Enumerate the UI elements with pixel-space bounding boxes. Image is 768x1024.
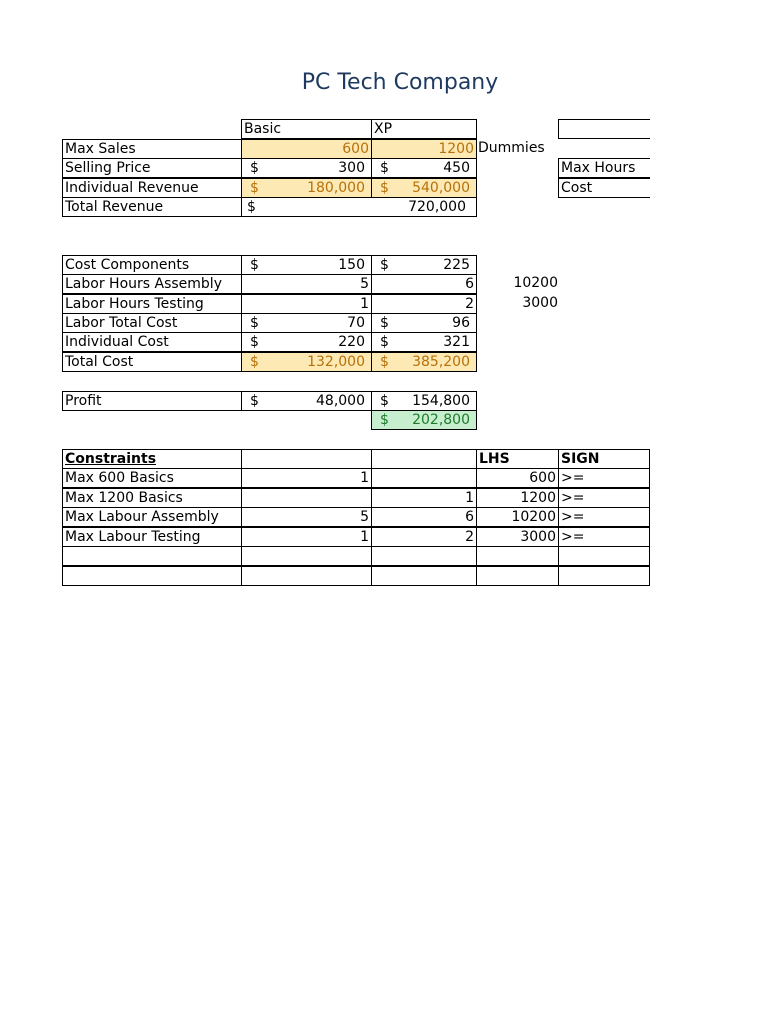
total-cost-xp-value: 385,200 xyxy=(412,354,470,370)
currency-symbol: $ xyxy=(380,257,389,273)
individual-cost-xp-value: 321 xyxy=(443,334,470,350)
constraints-lhs-header[interactable]: LHS xyxy=(476,449,559,469)
profit-basic[interactable] xyxy=(241,391,372,411)
currency-symbol: $ xyxy=(380,334,389,350)
label-labor-total-cost[interactable]: Labor Total Cost xyxy=(62,313,242,333)
individual-cost-basic[interactable] xyxy=(241,332,372,352)
constraint-xp[interactable] xyxy=(371,468,477,488)
currency-symbol: $ xyxy=(250,354,259,370)
constraint-empty-cell[interactable] xyxy=(371,566,477,586)
total-cost-basic-value: 132,000 xyxy=(307,354,365,370)
individual-revenue-basic[interactable] xyxy=(241,178,372,198)
label-total-revenue[interactable]: Total Revenue xyxy=(62,197,242,217)
constraint-xp[interactable]: 1 xyxy=(371,488,477,508)
total-cost-xp[interactable] xyxy=(371,352,477,372)
labor-hours-assembly-xp[interactable]: 6 xyxy=(371,274,477,294)
currency-symbol: $ xyxy=(250,180,259,196)
side-cost[interactable]: Cost xyxy=(558,178,650,198)
label-cost-components[interactable]: Cost Components xyxy=(62,255,242,275)
labor-total-cost-basic-value: 70 xyxy=(347,315,365,331)
labor-total-cost-basic[interactable] xyxy=(241,313,372,333)
labor-hours-testing-xp[interactable]: 2 xyxy=(371,294,477,314)
constraints-header-basic[interactable] xyxy=(241,449,372,469)
currency-symbol: $ xyxy=(250,315,259,331)
constraints-header[interactable]: Constraints xyxy=(62,449,242,469)
constraint-empty-cell[interactable] xyxy=(558,546,650,566)
total-revenue-value: 720,000 xyxy=(408,199,466,215)
currency-symbol: $ xyxy=(380,354,389,370)
constraint-xp[interactable]: 6 xyxy=(371,507,477,527)
labor-hours-assembly-max[interactable]: 10200 xyxy=(513,275,558,291)
selling-price-xp-value: 450 xyxy=(443,160,470,176)
constraint-sign[interactable]: >= xyxy=(558,507,650,527)
currency-symbol: $ xyxy=(250,160,259,176)
constraint-sign[interactable]: >= xyxy=(558,488,650,508)
currency-symbol: $ xyxy=(250,334,259,350)
side-empty-cell[interactable] xyxy=(558,119,650,139)
constraint-empty-cell[interactable] xyxy=(62,566,242,586)
label-labor-hours-testing[interactable]: Labor Hours Testing xyxy=(62,294,242,314)
currency-symbol: $ xyxy=(380,180,389,196)
currency-symbol: $ xyxy=(380,412,389,428)
labor-hours-testing-max[interactable]: 3000 xyxy=(522,295,558,311)
max-sales-basic[interactable]: 600 xyxy=(241,139,372,159)
selling-price-basic[interactable] xyxy=(241,158,372,178)
header-xp[interactable]: XP xyxy=(371,119,477,139)
total-profit-value: 202,800 xyxy=(412,412,470,428)
labor-total-cost-xp[interactable] xyxy=(371,313,477,333)
sheet-title: PC Tech Company xyxy=(301,70,499,95)
constraint-basic[interactable]: 5 xyxy=(241,507,372,527)
constraint-label[interactable]: Max 1200 Basics xyxy=(62,488,242,508)
constraint-lhs[interactable]: 10200 xyxy=(476,507,559,527)
individual-cost-basic-value: 220 xyxy=(338,334,365,350)
cost-components-basic-value: 150 xyxy=(338,257,365,273)
currency-symbol: $ xyxy=(380,160,389,176)
constraint-xp[interactable]: 2 xyxy=(371,527,477,547)
label-individual-cost[interactable]: Individual Cost xyxy=(62,332,242,352)
constraint-sign[interactable]: >= xyxy=(558,527,650,547)
constraint-empty-cell[interactable] xyxy=(476,546,559,566)
constraint-empty-cell[interactable] xyxy=(241,546,372,566)
max-sales-xp[interactable]: 1200 xyxy=(371,139,477,159)
labor-total-cost-xp-value: 96 xyxy=(452,315,470,331)
currency-symbol: $ xyxy=(380,315,389,331)
currency-symbol: $ xyxy=(380,393,389,409)
constraint-empty-cell[interactable] xyxy=(476,566,559,586)
total-cost-basic[interactable] xyxy=(241,352,372,372)
currency-symbol: $ xyxy=(247,199,256,215)
header-basic[interactable]: Basic xyxy=(241,119,372,139)
dummies-label[interactable]: Dummies xyxy=(478,140,545,156)
cost-components-basic[interactable] xyxy=(241,255,372,275)
constraint-basic[interactable]: 1 xyxy=(241,527,372,547)
cost-components-xp[interactable] xyxy=(371,255,477,275)
individual-revenue-xp-value: 540,000 xyxy=(412,180,470,196)
currency-symbol: $ xyxy=(250,393,259,409)
selling-price-basic-value: 300 xyxy=(338,160,365,176)
side-max-hours[interactable]: Max Hours xyxy=(558,158,650,178)
label-selling-price[interactable]: Selling Price xyxy=(62,158,242,178)
individual-cost-xp[interactable] xyxy=(371,332,477,352)
constraint-lhs[interactable]: 3000 xyxy=(476,527,559,547)
individual-revenue-basic-value: 180,000 xyxy=(307,180,365,196)
profit-basic-value: 48,000 xyxy=(316,393,365,409)
label-individual-revenue[interactable]: Individual Revenue xyxy=(62,178,242,198)
constraint-label[interactable]: Max 600 Basics xyxy=(62,468,242,488)
constraint-lhs[interactable]: 1200 xyxy=(476,488,559,508)
label-total-cost[interactable]: Total Cost xyxy=(62,352,242,372)
constraint-empty-cell[interactable] xyxy=(558,566,650,586)
label-max-sales[interactable]: Max Sales xyxy=(62,139,242,159)
constraint-empty-cell[interactable] xyxy=(241,566,372,586)
total-revenue-value-cell[interactable] xyxy=(241,197,477,217)
total-profit[interactable] xyxy=(371,410,477,430)
label-labor-hours-assembly[interactable]: Labor Hours Assembly xyxy=(62,274,242,294)
constraint-empty-cell[interactable] xyxy=(62,546,242,566)
profit-xp[interactable] xyxy=(371,391,477,411)
labor-hours-testing-basic[interactable]: 1 xyxy=(241,294,372,314)
currency-symbol: $ xyxy=(250,257,259,273)
constraint-sign[interactable]: >= xyxy=(558,468,650,488)
selling-price-xp[interactable] xyxy=(371,158,477,178)
constraint-label[interactable]: Max Labour Assembly xyxy=(62,507,242,527)
constraints-header-xp[interactable] xyxy=(371,449,477,469)
constraint-basic[interactable] xyxy=(241,488,372,508)
labor-hours-assembly-basic[interactable]: 5 xyxy=(241,274,372,294)
label-profit[interactable]: Profit xyxy=(62,391,242,411)
individual-revenue-xp[interactable] xyxy=(371,178,477,198)
constraint-label[interactable]: Max Labour Testing xyxy=(62,527,242,547)
profit-xp-value: 154,800 xyxy=(412,393,470,409)
constraint-basic[interactable]: 1 xyxy=(241,468,372,488)
constraint-empty-cell[interactable] xyxy=(371,546,477,566)
cost-components-xp-value: 225 xyxy=(443,257,470,273)
constraint-lhs[interactable]: 600 xyxy=(476,468,559,488)
constraints-sign-header[interactable]: SIGN xyxy=(558,449,650,469)
